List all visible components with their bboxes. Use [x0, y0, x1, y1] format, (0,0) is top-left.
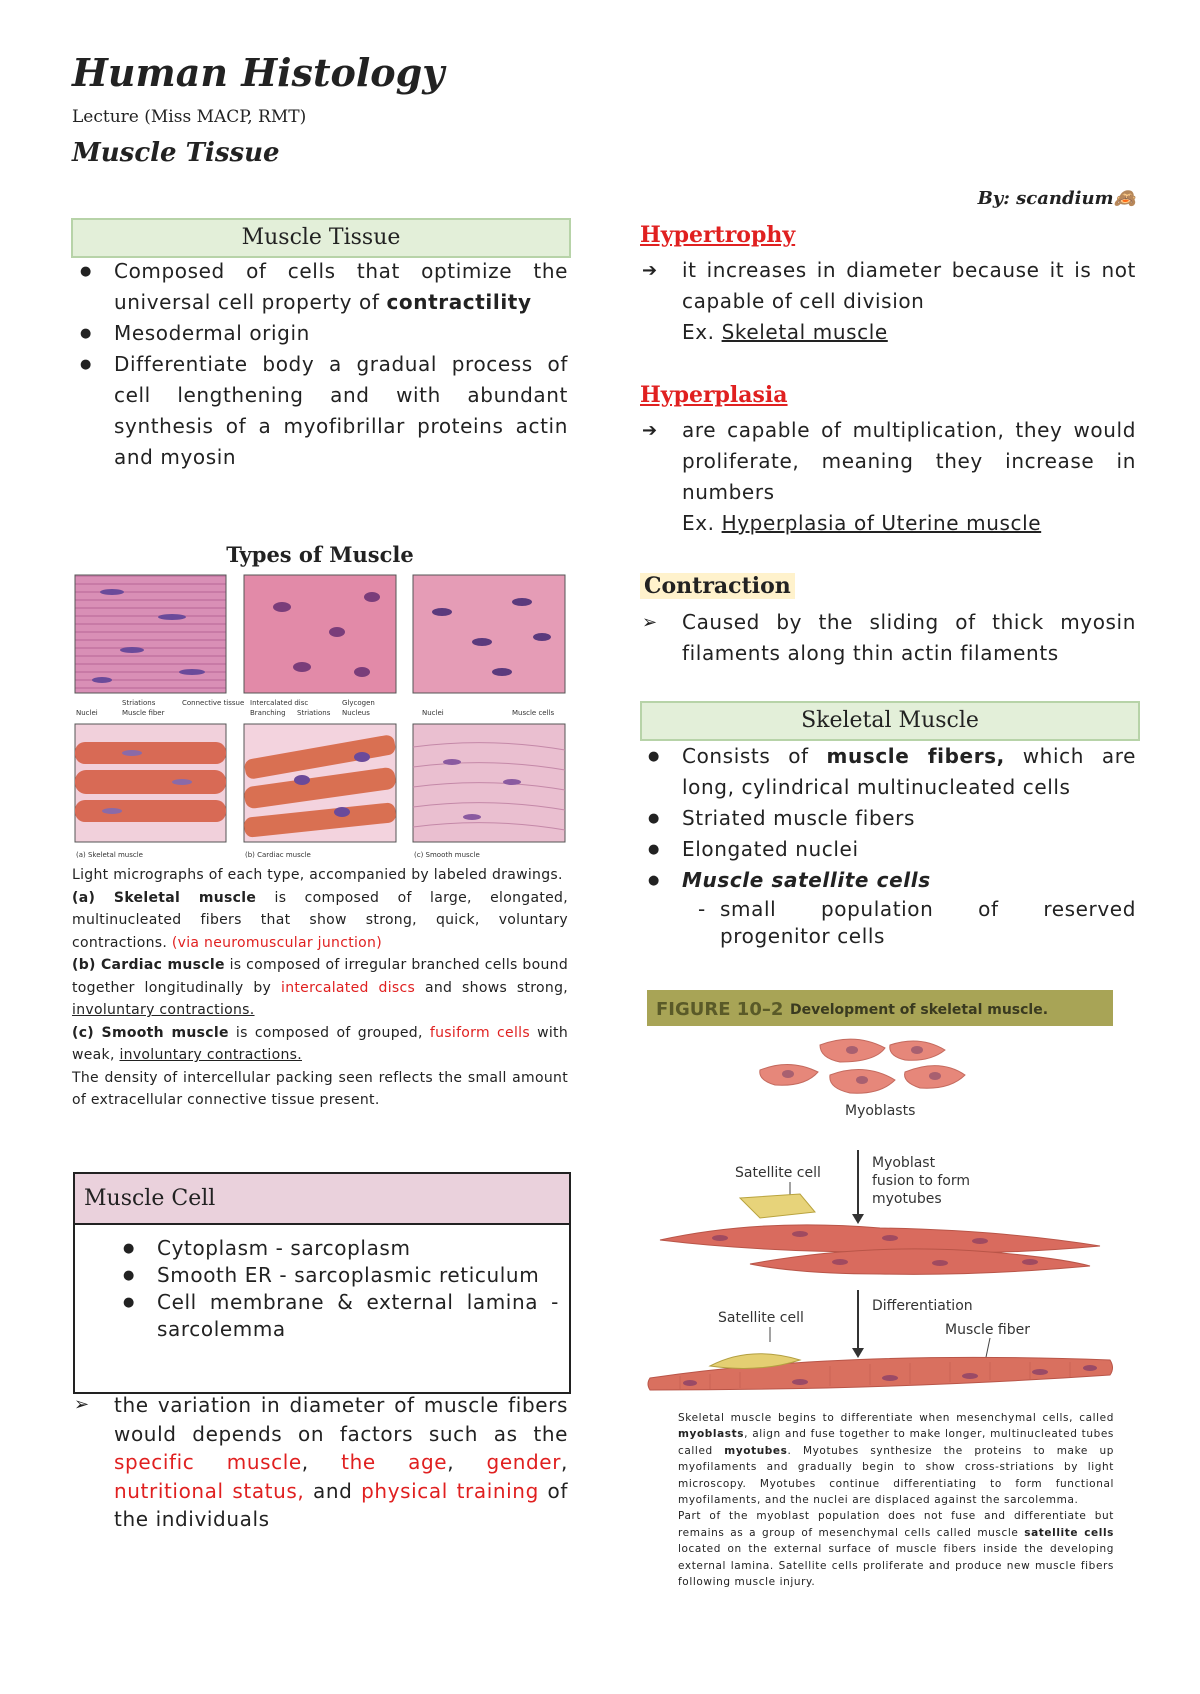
label-nuclei-c: Nuclei: [422, 709, 444, 717]
label-striations-a: Striations: [122, 699, 156, 707]
label-glycogen-b: Glycogen: [342, 699, 375, 707]
skeletal-muscle-heading: Skeletal Muscle: [640, 701, 1140, 741]
hypertrophy-heading: Hypertrophy: [640, 222, 796, 248]
hyperplasia-heading: Hyperplasia: [640, 382, 788, 408]
list-item: ➔ are capable of multiplication, they would proliferate, meaning they increase in numbers Ex. Hyperplasia of Uterine muscle: [640, 415, 1136, 539]
hypertrophy-section: [640, 255, 1136, 348]
myotubes: [660, 1225, 1100, 1274]
myoblasts-label: Myoblasts: [845, 1103, 916, 1119]
hyperplasia-section: [640, 415, 1136, 539]
list-item: ➔ it increases in diameter because it is not capable of cell division Ex. Skeletal muscle: [640, 255, 1136, 348]
figure-caption: Skeletal muscle begins to differentiate when mesenchymal cells, called myoblasts, align and fuse together to make longer, multinucleated tubes called myotubes. Myotubes synthesize the proteins to make up myofilaments and gradually begin to show cross-striations by light microscopy. Myotubes continue differentiating to form functional myofilaments, and the nuclei are displaced against the sarcolemma. Part of the myoblast population does not fuse and differentiate but remains as a group of mesenchymal cells called muscle satellite cells located on the external surface of muscle fibers inside the developing external lamina. Satellite cells proliferate and produce new muscle fibers following muscle injury.: [678, 1412, 1114, 1589]
skeletal-micrograph: [75, 575, 226, 693]
muscle-tissue-section: [72, 256, 568, 473]
list-item: ● Smooth ER - sarcoplasmic reticulum: [115, 1262, 559, 1289]
document-title: Human Histology: [72, 50, 445, 95]
list-item: ● Cell membrane & external lamina - sarcolemma: [115, 1289, 559, 1343]
muscle-tissue-heading: Muscle Tissue: [71, 218, 571, 258]
muscle-cell-box: [73, 1172, 571, 1394]
muscle-fiber-label: Muscle fiber: [945, 1322, 1030, 1338]
contraction-section: [640, 607, 1136, 669]
list-item: ● Differentiate body a gradual process of cell lengthening and with abundant synthesis of a myofibrillar proteins actin and myosin: [72, 349, 568, 473]
label-ct-a: Connective tissue: [182, 699, 245, 707]
list-item: ● Mesodermal origin: [72, 318, 568, 349]
muscle-types-figure: [72, 572, 568, 862]
list-item: ● Composed of cells that optimize the universal cell property of contractility: [72, 256, 568, 318]
myoblast-cells: [760, 1039, 965, 1093]
label-disc-b: Intercalated disc: [250, 699, 309, 707]
types-caption: Light micrographs of each type, accompanied by labeled drawings. (a) Skeletal muscle is composed of large, elongated, multinucleated fibers that show strong, quick, voluntary contractions. (via neuromuscular junction) (b) Cardiac muscle is composed of irregular branched cells bound together longitudinally by intercalated discs and shows strong, involuntary contractions. (c) Smooth muscle is composed of grouped, fusiform cells with weak, involuntary contractions. The density of intercellular packing seen reflects the small amount of extracellular connective tissue present.: [72, 867, 569, 1108]
list-item: ➢ Caused by the sliding of thick myosin filaments along thin actin filaments: [640, 607, 1136, 669]
figure-title: Development of skeletal muscle.: [790, 1002, 1049, 1018]
list-item: ● Consists of muscle fibers, which are long, cylindrical multinucleated cells: [640, 741, 1136, 803]
caption-c: (c) Smooth muscle: [414, 851, 480, 859]
differentiation-label: Differentiation: [872, 1298, 973, 1314]
satellite-label-2: Satellite cell: [718, 1310, 804, 1326]
contraction-heading: Contraction: [640, 573, 795, 599]
satellite-label-1: Satellite cell: [735, 1165, 821, 1181]
list-item: ● Muscle satellite cells: [640, 865, 1136, 896]
label-nuclei-a: Nuclei: [76, 709, 98, 717]
variation-section: [72, 1391, 568, 1534]
muscle-cell-heading: Muscle Cell: [75, 1174, 569, 1225]
lecture-subtitle: Lecture (Miss MACP, RMT): [72, 107, 307, 127]
label-branching-b: Branching: [250, 709, 286, 717]
caption-b: (b) Cardiac muscle: [245, 851, 311, 859]
list-item: ➢ the variation in diameter of muscle fibers would depends on factors such as the specific muscle, the age, gender, nutritional status, and physical training of the individuals: [72, 1391, 568, 1534]
list-item: ● Elongated nuclei: [640, 834, 1136, 865]
label-nucleus-b: Nucleus: [342, 709, 370, 717]
fusion-label: Myoblast fusion to form myotubes: [872, 1155, 971, 1207]
satellite-subitem: - small population of reserved progenitor cells: [698, 897, 1136, 948]
caption-a: (a) Skeletal muscle: [76, 851, 143, 859]
author-byline: By: scandium🙈: [977, 188, 1136, 209]
types-heading: Types of Muscle: [226, 542, 414, 567]
skeletal-muscle-section: [640, 741, 1136, 950]
label-cells-c: Muscle cells: [512, 709, 555, 717]
label-striations-b: Striations: [297, 709, 331, 717]
label-fiber-a: Muscle fiber: [122, 709, 165, 717]
list-item: ● Cytoplasm - sarcoplasm: [115, 1235, 559, 1262]
development-figure: [640, 990, 1120, 1410]
topic-title: Muscle Tissue: [72, 138, 280, 168]
list-item: ● Striated muscle fibers: [640, 803, 1136, 834]
satellite-cell-1: [740, 1194, 815, 1218]
figure-number: FIGURE 10–2: [656, 999, 784, 1020]
